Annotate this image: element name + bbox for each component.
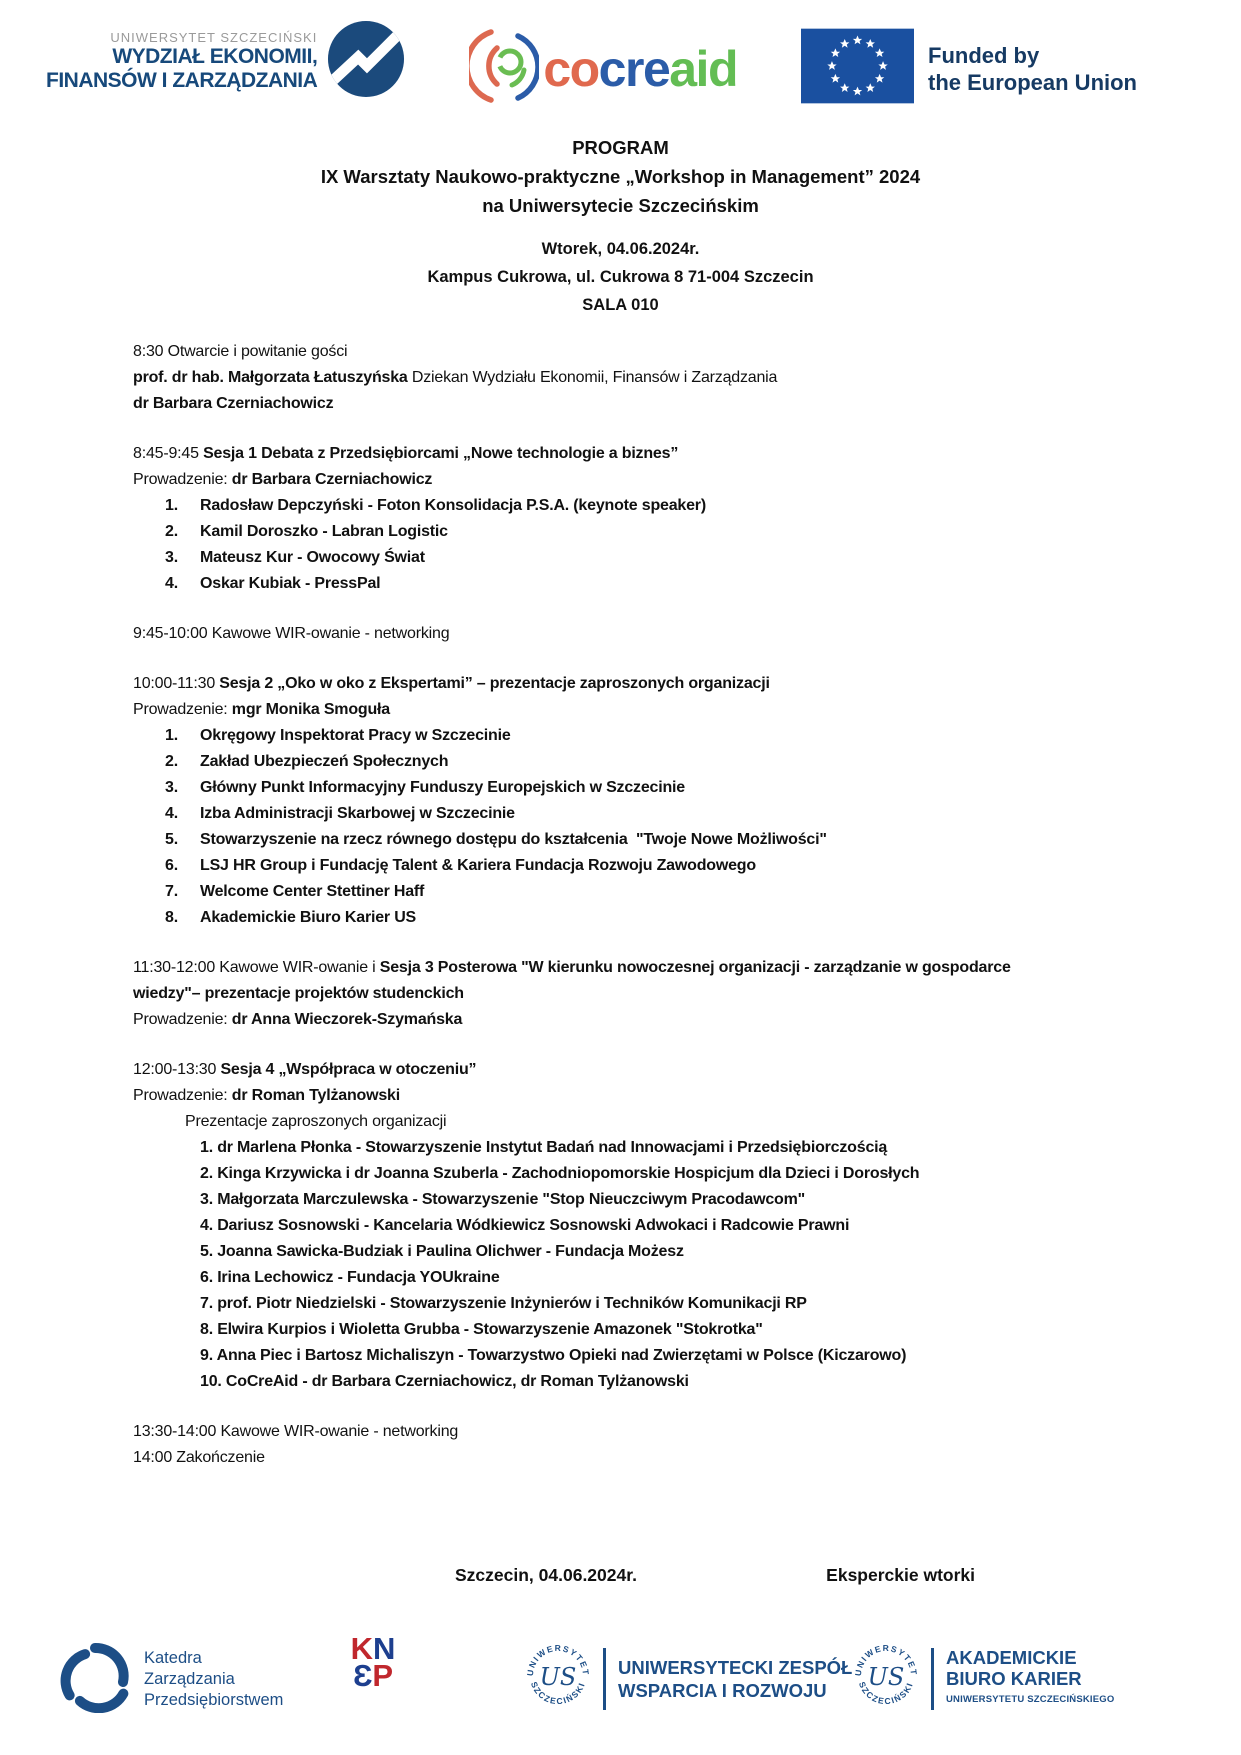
list-number: 2. <box>165 753 178 770</box>
schedule-spacer <box>133 1033 1078 1057</box>
abk-text <box>946 1647 1115 1710</box>
cocreaid-word-aid: aid <box>669 40 737 97</box>
knep-letter-n: N <box>373 1631 396 1666</box>
university-name: UNIWERSYTET SZCZECIŃSKI <box>110 30 318 45</box>
schedule-line <box>133 1135 1078 1161</box>
schedule-line <box>133 723 1078 749</box>
event-date: Wtorek, 04.06.2024r. <box>541 240 700 258</box>
list-number: 5. <box>165 831 178 848</box>
text-segment: Oskar Kubiak - PressPal <box>200 575 381 592</box>
schedule-line <box>133 339 1078 365</box>
schedule-line <box>133 1239 1078 1265</box>
text-segment: Główny Punkt Informacyjny Funduszy Europejskich w Szczecinie <box>200 779 686 796</box>
faculty-logo-text <box>46 30 317 93</box>
text-segment: Prezentacje zaproszonych organizacji <box>185 1113 447 1130</box>
text-segment: Akademickie Biuro Karier US <box>200 909 417 926</box>
text-segment: dr Roman Tylżanowski <box>231 1087 400 1104</box>
schedule-spacer <box>133 597 1078 621</box>
abk-line3: UNIWERSYTETU SZCZECIŃSKIEGO <box>946 1694 1115 1705</box>
list-number: 1. <box>165 497 178 514</box>
schedule-line <box>133 519 1078 545</box>
cocreaid-word-cre: cre <box>598 40 670 97</box>
text-segment: 1. dr Marlena Płonka - Stowarzyszenie Instytut Badań nad Innowacjami i Przedsiębiorczością <box>200 1139 888 1156</box>
kzp-line2: Zarządzania <box>144 1670 235 1688</box>
kzp-text <box>144 1648 283 1711</box>
cocreaid-logo <box>469 26 737 111</box>
seal-center-text: US <box>867 1663 905 1691</box>
text-segment: LSJ HR Group i Fundację Talent & Kariera Fundacja Rozwoju Zawodowego <box>200 857 756 874</box>
text-segment: Sesja 2 „Oko w oko z Ekspertami” – prezentacje zaproszonych organizacji <box>219 675 770 692</box>
abk-line1: AKADEMICKIE <box>946 1647 1077 1668</box>
schedule <box>133 339 1078 1471</box>
abk-divider <box>931 1648 934 1710</box>
schedule-line <box>133 1317 1078 1343</box>
text-segment: 8:45-9:45 <box>133 445 204 462</box>
text-segment: 10:00-11:30 <box>133 675 220 692</box>
university-seal-icon <box>853 1643 919 1714</box>
text-segment: 5. Joanna Sawicka-Budziak i Paulina Olichwer - Fundacja Możesz <box>200 1243 684 1260</box>
cocreaid-icon <box>469 26 539 111</box>
faculty-logo <box>46 20 405 103</box>
cocreaid-word-co: co <box>543 40 599 97</box>
schedule-line <box>133 467 1078 493</box>
text-segment: Izba Administracji Skarbowej w Szczecinie <box>200 805 515 822</box>
text-segment: 13:30-14:00 Kawowe WIR-owanie - networking <box>133 1423 459 1440</box>
text-segment: Prowadzenie: <box>133 1011 232 1028</box>
text-segment: Kamil Doroszko - Labran Logistic <box>200 523 448 540</box>
schedule-line <box>133 1343 1078 1369</box>
schedule-line <box>133 905 1078 931</box>
seal-top-text: UNIWERSYTET <box>853 1643 919 1677</box>
schedule-line <box>133 493 1078 519</box>
event-title: IX Warsztaty Naukowo-praktyczne „Workshop in Management” 2024 <box>320 166 921 187</box>
event-room: SALA 010 <box>582 296 659 314</box>
seal-center-text: US <box>539 1663 577 1691</box>
text-segment: Prowadzenie: <box>133 1087 232 1104</box>
uzwr-divider <box>603 1648 606 1710</box>
text-segment: Prowadzenie: <box>133 701 232 718</box>
schedule-line <box>133 441 1078 467</box>
program-heading: PROGRAM <box>572 137 669 158</box>
schedule-line <box>133 1445 1078 1471</box>
text-segment: dr Anna Wieczorek-Szymańska <box>231 1011 463 1028</box>
list-number: 4. <box>165 575 178 592</box>
seal-bottom-text: SZCZECIŃSKI <box>528 1680 588 1707</box>
uzwr-line2: WSPARCIA I ROZWOJU <box>618 1679 827 1701</box>
text-segment: dr Barbara Czerniachowicz <box>231 471 433 488</box>
text-segment: 9. Anna Piec i Bartosz Michaliszyn - Towarzystwo Opieki nad Zwierzętami w Polsce (Kiczarowo) <box>200 1347 907 1364</box>
schedule-line <box>133 853 1078 879</box>
kzp-triangle-icon <box>60 1641 132 1718</box>
kzp-line3: Przedsiębiorstwem <box>144 1691 284 1709</box>
list-number: 4. <box>165 805 178 822</box>
text-segment: Zakład Ubezpieczeń Społecznych <box>200 753 449 770</box>
page-header <box>0 0 1241 111</box>
schedule-line <box>133 1109 1078 1135</box>
list-number: 3. <box>165 549 178 566</box>
schedule-spacer <box>133 647 1078 671</box>
schedule-line <box>133 1265 1078 1291</box>
schedule-line <box>133 621 1078 647</box>
text-segment: Radosław Depczyński - Foton Konsolidacja P.S.A. (keynote speaker) <box>200 497 706 514</box>
seal-top-text: UNIWERSYTET <box>525 1643 591 1677</box>
text-segment: 6. Irina Lechowicz - Fundacja YOUkraine <box>200 1269 500 1286</box>
text-segment: Sesja 4 „Współpraca w otoczeniu” <box>220 1061 477 1078</box>
eu-funding-line2: the European Union <box>928 69 1137 95</box>
title-block <box>0 133 1241 220</box>
schedule-line <box>133 545 1078 571</box>
schedule-line <box>133 801 1078 827</box>
text-segment: Prowadzenie: <box>133 471 232 488</box>
list-number: 3. <box>165 779 178 796</box>
schedule-line <box>133 775 1078 801</box>
schedule-line <box>133 879 1078 905</box>
knep-letter-e: Ɛ <box>352 1658 373 1693</box>
schedule-line <box>133 671 1078 697</box>
schedule-line <box>133 697 1078 723</box>
text-segment: 7. prof. Piotr Niedzielski - Stowarzyszenie Inżynierów i Techników Komunikacji RP <box>200 1295 807 1312</box>
event-subtitle: na Uniwersytecie Szczecińskim <box>482 195 759 216</box>
schedule-line <box>133 365 1078 391</box>
schedule-line <box>133 1419 1078 1445</box>
text-segment: 10. CoCreAid - dr Barbara Czerniachowicz, dr Roman Tylżanowski <box>200 1373 689 1390</box>
schedule-line <box>133 1369 1078 1395</box>
schedule-line <box>133 749 1078 775</box>
kzp-logo <box>60 1641 283 1718</box>
faculty-name-line1: WYDZIAŁ EKONOMII, <box>112 45 318 68</box>
uzwr-logo <box>525 1643 852 1714</box>
text-segment: 2. Kinga Krzywicka i dr Joanna Szuberla - Zachodniopomorskie Hospicjum dla Dzieci i Dorosłych <box>200 1165 920 1182</box>
closing-line <box>0 1565 1241 1586</box>
abk-line2: BIURO KARIER <box>946 1668 1082 1689</box>
list-number: 8. <box>165 909 178 926</box>
schedule-line <box>133 391 1078 417</box>
schedule-line <box>133 1057 1078 1083</box>
text-segment: 8:30 Otwarcie i powitanie gości <box>133 343 348 360</box>
schedule-spacer <box>133 1395 1078 1419</box>
cocreaid-wordmark <box>543 40 737 97</box>
text-segment: 11:30-12:00 Kawowe WIR-owanie i <box>133 959 380 976</box>
text-segment: Welcome Center Stettiner Haff <box>200 883 425 900</box>
text-segment: Stowarzyszenie na rzecz równego dostępu do kształcenia "Twoje Nowe Możliwości" <box>200 831 827 848</box>
text-segment: 12:00-13:30 <box>133 1061 221 1078</box>
text-segment: 14:00 Zakończenie <box>133 1449 265 1466</box>
list-number: 2. <box>165 523 178 540</box>
text-segment: 8. Elwira Kurpios i Wioletta Grubba - Stowarzyszenie Amazonek "Stokrotka" <box>200 1321 763 1338</box>
schedule-spacer <box>133 931 1078 955</box>
schedule-line <box>133 955 1078 1007</box>
closing-place-date: Szczecin, 04.06.2024r. <box>455 1565 637 1585</box>
eu-funding-text <box>928 42 1137 96</box>
uzwr-line1: UNIWERSYTECKI ZESPÓŁ <box>618 1656 853 1678</box>
schedule-line <box>133 1187 1078 1213</box>
eu-funding-line1: Funded by <box>928 42 1040 68</box>
text-segment: 3. Małgorzata Marczulewska - Stowarzyszenie "Stop Nieuczciwym Pracodawcom" <box>200 1191 806 1208</box>
schedule-line <box>133 1213 1078 1239</box>
knep-letter-p: P <box>372 1658 394 1693</box>
text-segment: 9:45-10:00 Kawowe WIR-owanie - networking <box>133 625 450 642</box>
uzwr-text <box>618 1656 852 1702</box>
knep-logo <box>342 1631 404 1693</box>
knep-letter-k: K <box>350 1631 373 1666</box>
text-segment: dr Barbara Czerniachowicz <box>133 395 334 412</box>
schedule-line <box>133 827 1078 853</box>
schedule-line <box>133 1007 1078 1033</box>
text-segment: 4. Dariusz Sosnowski - Kancelaria Wódkiewicz Sosnowski Adwokaci i Radcowie Prawni <box>200 1217 850 1234</box>
faculty-chart-badge-icon <box>327 20 405 103</box>
text-segment: Mateusz Kur - Owocowy Świat <box>200 549 425 566</box>
university-seal-icon <box>525 1643 591 1714</box>
text-segment: Sesja 1 Debata z Przedsiębiorcami „Nowe technologie a biznes” <box>203 445 679 462</box>
kzp-line1: Katedra <box>144 1649 202 1667</box>
schedule-line <box>133 571 1078 597</box>
schedule-line <box>133 1083 1078 1109</box>
schedule-spacer <box>133 417 1078 441</box>
eu-funding-logo <box>801 28 1137 109</box>
closing-series-name: Eksperckie wtorki <box>826 1565 975 1585</box>
faculty-name-line2: FINANSÓW I ZARZĄDZANIA <box>46 69 318 92</box>
text-segment: Okręgowy Inspektorat Pracy w Szczecinie <box>200 727 511 744</box>
list-number: 1. <box>165 727 178 744</box>
text-segment: Sesja 3 Posterowa "W kierunku nowoczesnej organizacji - zarządzanie w gospodarce wiedzy"– prezentacje projektów studenckich <box>133 959 1015 1002</box>
list-number: 7. <box>165 883 178 900</box>
list-number: 6. <box>165 857 178 874</box>
abk-logo <box>853 1643 1115 1714</box>
schedule-line <box>133 1161 1078 1187</box>
text-segment: mgr Monika Smoguła <box>231 701 390 718</box>
text-segment: Dziekan Wydziału Ekonomii, Finansów i Zarządzania <box>407 369 778 386</box>
text-segment: prof. dr hab. Małgorzata Łatuszyńska <box>133 369 408 386</box>
schedule-line <box>133 1291 1078 1317</box>
eu-flag-icon <box>801 28 914 109</box>
seal-bottom-text: SZCZECIŃSKI <box>856 1680 916 1707</box>
event-details-block <box>0 235 1241 319</box>
event-venue: Kampus Cukrowa, ul. Cukrowa 8 71-004 Szczecin <box>427 268 814 286</box>
footer-logos <box>0 1633 1241 1755</box>
